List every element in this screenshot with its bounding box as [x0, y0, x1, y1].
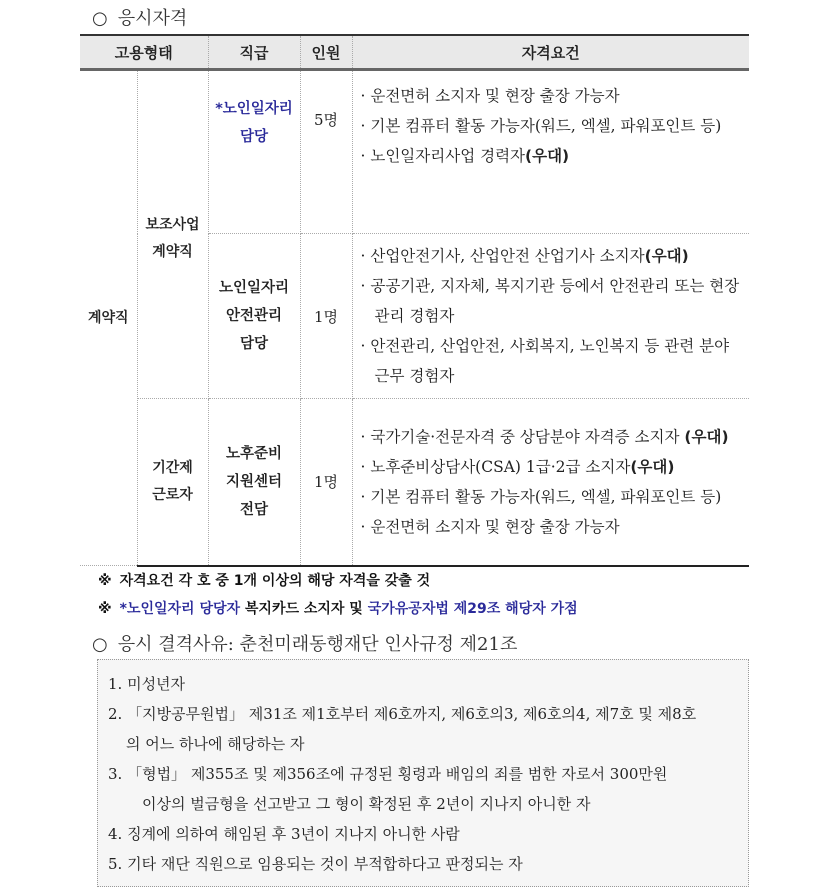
- section-title-text: 응시자격: [117, 8, 188, 29]
- table-row: [80, 70, 749, 234]
- category-line: 보조사업: [145, 217, 200, 233]
- requirement-item: [361, 81, 744, 111]
- requirement-text: · 운전면허 소지자 및 현장 출장 가능자: [360, 87, 620, 105]
- disqualification-item-continued: 의 어느 하나에 해당하는 자: [126, 735, 305, 753]
- circle-bullet-icon: ○: [92, 8, 108, 29]
- header-requirements: 자격요건: [352, 35, 749, 70]
- preferred-badge: (우대): [630, 457, 675, 476]
- requirement-text: · 국가기술·전문자격 중 상담분야 자격증 소지자: [360, 427, 680, 446]
- employment-type-cell: 계약직: [80, 70, 137, 566]
- requirement-item: [361, 241, 744, 271]
- circle-bullet-icon: ○: [92, 634, 108, 655]
- requirement-item: [361, 512, 744, 542]
- note-text: 자격요건 각 호 중 1개 이상의 해당 자격을 갖출 것: [119, 573, 431, 589]
- requirement-item: [361, 141, 744, 171]
- disqualification-item: 4. 징계에 의하여 해임된 후 3년이 지나지 아니한 사람: [108, 825, 460, 843]
- preferred-badge: (우대): [525, 147, 570, 165]
- category-cell: [137, 70, 208, 399]
- disqualification-item: 5. 기타 재단 직원으로 임용되는 것이 부적합하다고 판정되는 자: [108, 855, 523, 873]
- requirement-item: [361, 422, 744, 452]
- disqualification-item: 1. 미성년자: [108, 675, 186, 693]
- position-line: 담당: [239, 129, 268, 145]
- category-line: 계약직: [152, 244, 193, 260]
- section-title-disqualifications: [92, 630, 517, 656]
- position-line: 노인일자리: [218, 280, 290, 296]
- category-cell: [137, 399, 208, 566]
- header-employment-type: 고용형태: [80, 35, 208, 70]
- requirements-cell: [352, 70, 749, 234]
- section-title-text: 응시 결격사유: 춘천미래동행재단 인사규정 제21조: [117, 634, 518, 655]
- note-text-highlight: 국가유공자법 제29조 해당자 가점: [367, 601, 578, 617]
- note-bonus: [98, 598, 578, 618]
- note-text-highlight: *노인일자리 당당자: [119, 601, 241, 617]
- header-position: 직급: [208, 35, 300, 70]
- position-cell: [208, 399, 300, 566]
- requirement-text: · 기본 컴퓨터 활동 가능자(워드, 엑셀, 파워포인트 등): [360, 487, 722, 506]
- reference-mark-icon: ※: [98, 601, 112, 617]
- count-cell: 1명: [300, 399, 352, 566]
- position-cell: [208, 234, 300, 399]
- disqualification-box: [97, 659, 749, 887]
- count-cell: 1명: [300, 234, 352, 399]
- requirement-text: · 공공기관, 지자체, 복지기관 등에서 안전관리 또는 현장 관리 경험자: [360, 277, 740, 325]
- position-line: 지원센터: [225, 473, 283, 490]
- disqualification-item: 2. 「지방공무원법」 제31조 제1호부터 제6호까지, 제6호의3, 제6호의4, 제7호 및 제8호: [108, 705, 697, 723]
- reference-mark-icon: ※: [98, 573, 112, 589]
- requirements-cell: [352, 234, 749, 399]
- requirement-text: · 운전면허 소지자 및 현장 출장 가능자: [360, 517, 620, 536]
- category-line: 기간제: [152, 459, 193, 476]
- requirement-text: · 안전관리, 산업안전, 사회복지, 노인복지 등 관련 분야 근무 경험자: [360, 337, 730, 385]
- requirement-item: [361, 452, 744, 482]
- disqualification-item-continued: 이상의 벌금형을 선고받고 그 형이 확정된 후 2년이 지나지 아니한 자: [142, 795, 591, 813]
- preferred-badge: (우대): [684, 427, 729, 446]
- requirement-item: [361, 271, 744, 331]
- requirement-text: · 기본 컴퓨터 활동 가능자(워드, 엑셀, 파워포인트 등): [360, 117, 722, 135]
- preferred-badge: (우대): [644, 247, 689, 265]
- requirement-item: [361, 482, 744, 512]
- table-header-row: [80, 35, 749, 70]
- note-requirement: [98, 570, 430, 590]
- section-title-qualifications: [92, 4, 187, 30]
- requirement-item: [361, 331, 744, 391]
- position-line: *노인일자리: [215, 101, 293, 117]
- count-cell: 5명: [300, 70, 352, 234]
- requirements-cell: [352, 399, 749, 566]
- position-line: 노후준비: [225, 445, 283, 462]
- requirement-item: [361, 111, 744, 141]
- header-count: 인원: [300, 35, 352, 70]
- disqualification-item: 3. 「형법」 제355조 및 제356조에 규정된 횡령과 배임의 죄를 범한 자로서 300만원: [108, 765, 668, 783]
- qualification-table: [80, 34, 749, 567]
- table-row: [80, 399, 749, 566]
- note-text: 복지카드 소지자 및: [240, 601, 368, 617]
- position-line: 안전관리: [225, 308, 283, 324]
- position-line: 전담: [239, 501, 268, 518]
- requirement-text: · 노후준비상담사(CSA) 1급·2급 소지자: [360, 457, 631, 476]
- requirement-text: · 산업안전기사, 산업안전 산업기사 소지자: [360, 247, 645, 265]
- category-line: 근로자: [152, 486, 193, 503]
- requirement-text: · 노인일자리사업 경력자: [360, 147, 526, 165]
- position-cell: [208, 70, 300, 234]
- position-line: 담당: [239, 336, 268, 352]
